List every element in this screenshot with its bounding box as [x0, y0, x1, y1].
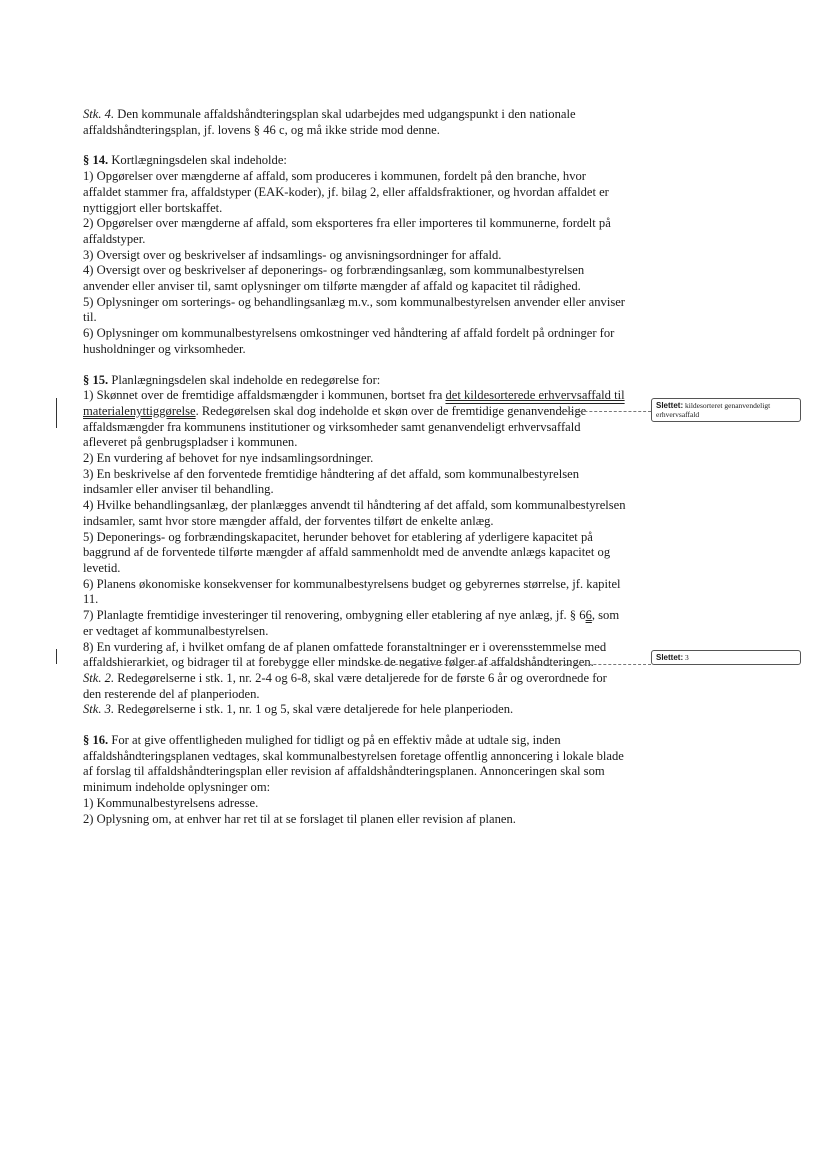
section-14-item: 6) Oplysninger om kommunalbestyrelsens omkostninger ved håndtering af affald fordelt på ordninger for husholdninger og virksomheder. [83, 326, 615, 356]
section-14-item: 1) Opgørelser over mængderne af affald, som produceres i kommunen, fordelt på den branche, hvor affaldet stammer fra, affaldstyper (EAK-koder), jf. bilag 2, eller affaldsfraktioner, og hvordan affaldet er nyttiggjort eller bortskaffet. [83, 169, 609, 215]
stk2-label: Stk. 2. [83, 670, 115, 685]
section-14-item: 5) Oplysninger om sorterings- og behandlingsanlæg m.v., som kommunalbestyrelsen anvender eller anviser til. [83, 294, 625, 325]
section-16-item: 2) Oplysning om, at enhver har ret til at se forslaget til planen eller revision af planen. [83, 811, 516, 826]
stk2-text: Redegørelserne i stk. 1, nr. 2-4 og 6-8, skal være detaljerede for de første 6 år og overordnede for den resterende del af planperioden. [83, 670, 607, 701]
section-16-paragraph [66, 733, 626, 796]
deletion-comment-balloon[interactable] [651, 398, 801, 422]
section-15-item: 8) En vurdering af, i hvilket omfang de af planen omfattede foranstaltninger er i overensstemmelse med affaldshierarkiet, og bidrager til at forebygge eller mindske de negative følger af affaldshåndteringen. [83, 639, 607, 670]
item-7-text-cont: , som er vedtaget af kommunalbestyrelsen. [83, 608, 620, 638]
stk4-label: Stk. 4. [83, 107, 115, 121]
change-bar [56, 398, 57, 428]
section-14-intro-text: Kortlægningsdelen skal indeholde: [108, 153, 287, 168]
deletion-comment-balloon[interactable] [651, 650, 801, 665]
section-15-item: 2) En vurdering af behovet for nye indsamlingsordninger. [83, 451, 374, 466]
stk3-label: Stk. 3. [83, 702, 115, 717]
section-15-item: 5) Deponerings- og forbrændingskapacitet, herunder behovet for etablering af yderligere kapacitet på baggrund af de forventede tilførte mængder af affald sammenholdt med de anvendte anlægs kapacitet og levetid. [83, 529, 611, 575]
change-bar [56, 649, 57, 664]
section-15-stk2 [66, 671, 626, 702]
section-14-item: 3) Oversigt over og beskrivelser af indsamlings- og anvisningsordninger for affald. [83, 247, 502, 262]
item-1-text: 1) Skønnet over de fremtidige affaldsmængder i kommunen, bortset fra [83, 388, 446, 403]
comment-tag: Slettet: [656, 401, 684, 410]
section-15-label: § 15. [83, 372, 109, 387]
section-15-item: 3) En beskrivelse af den forventede fremtidige håndtering af det affald, som kommunalbestyrelsen indsamler eller anviser til behandling. [83, 466, 580, 497]
section-15-item-1 [66, 388, 626, 451]
section-15-item: 4) Hvilke behandlingsanlæg, der planlægges anvendt til håndtering af det affald, som kommunalbestyrelsen indsamler, samt hvor store mængder affald, der forventes tilført de enkelte anlæg. [83, 498, 626, 528]
section-16-item: 1) Kommunalbestyrelsens adresse. [83, 795, 259, 810]
comment-tag: Slettet: [656, 653, 684, 662]
comment-text: 3 [683, 653, 689, 662]
comment-leader-line [370, 664, 651, 665]
document-body [66, 107, 626, 827]
section-15-intro [66, 373, 626, 389]
comment-text: kildesorteret genanvendeligt erhvervsaffald [656, 401, 771, 419]
comment-leader-line [560, 411, 651, 412]
section-16-text: For at give offentligheden mulighed for tidligt og på en effektiv måde at udtale sig, inden affaldshåndteringsplanen vedtages, skal kommunalbestyrelsen foretage offentlig annoncering i lokale blade af forslag til affaldshåndteringsplan eller revision af affaldshåndteringsplanen. Annonceringen skal som minimum indeholde oplysninger om: [83, 733, 624, 795]
section-14-item: 2) Opgørelser over mængderne af affald, som eksporteres fra eller importeres til kommunerne, fordelt på affaldstyper. [83, 216, 611, 246]
section-15-item-7 [66, 608, 626, 639]
section-14-intro [66, 153, 626, 169]
stk4-paragraph [66, 107, 626, 138]
item-1-text-cont: . Redegørelsen skal dog indeholde et skøn over de fremtidige genanvendelige affaldsmængder fra kommunens institutioner og virksomheder samt genanvendeligt erhvervsaffald afleveret på genbrugspladser i kommunen. [83, 403, 587, 450]
section-14-label: § 14. [83, 153, 109, 168]
section-14-item: 4) Oversigt over og beskrivelser af deponerings- og forbrændingsanlæg, som kommunalbestyrelsen anvender eller anviser til, samt oplysninger om tilførte mængder af affald og kapacitet til rådighed. [83, 263, 585, 294]
stk3-text: Redegørelserne i stk. 1, nr. 1 og 5, skal være detaljerede for hele planperioden. [114, 702, 514, 717]
section-16-label: § 16. [83, 733, 109, 748]
item-7-text: 7) Planlagte fremtidige investeringer til renovering, ombygning eller etablering af nye anlæg, jf. § 6 [83, 608, 586, 623]
section-15-stk3 [66, 702, 626, 718]
section-15-item: 6) Planens økonomiske konsekvenser for kommunalbestyrelsens budget og gebyrernes størrelse, jf. kapitel 11. [83, 576, 621, 607]
stk4-text: Den kommunale affaldshåndteringsplan skal udarbejdes med udgangspunkt i den nationale affaldshåndteringsplan, jf. lovens § 46 c, og må ikke stride mod denne. [83, 107, 576, 137]
section-15-intro-text: Planlægningsdelen skal indeholde en redegørelse for: [108, 372, 381, 387]
tracked-insertion[interactable]: 6 [585, 608, 592, 623]
tracked-insertion[interactable]: det kildesorterede erhvervsaffald til materialenyttiggørelse [83, 388, 625, 418]
